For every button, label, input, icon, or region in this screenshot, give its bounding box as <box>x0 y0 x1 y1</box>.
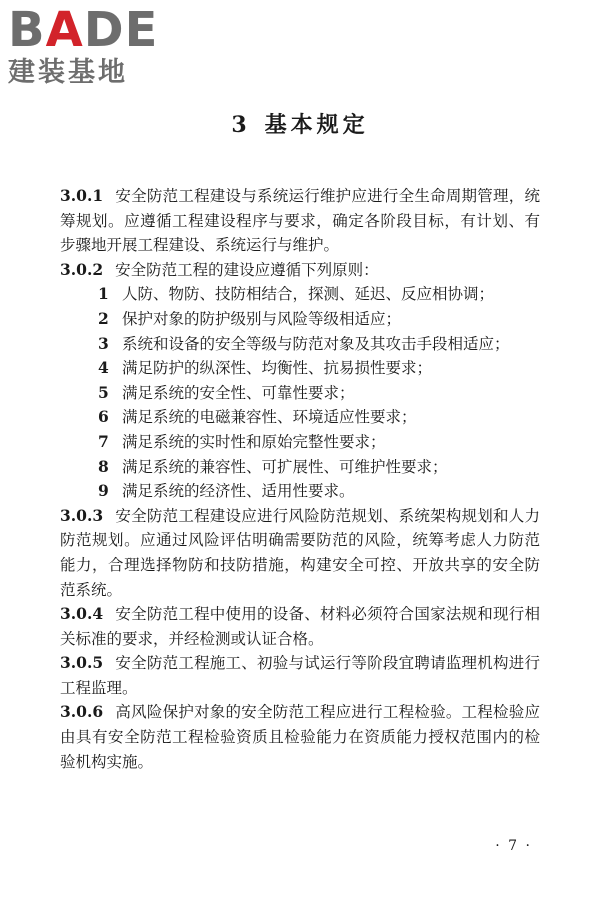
item-number: 3 <box>98 333 109 353</box>
principle-item <box>98 332 540 357</box>
clause-text: 安全防范工程建设应进行风险防范规划、系统架构规划和人力防范规划。应通过风险评估明确需要防范的风险，统筹考虑人力防范能力，合理选择物防和技防措施，构建安全可控、开放共享的安全防范系统。 <box>60 506 540 599</box>
item-text: 人防、物防、技防相结合，探测、延迟、反应相协调； <box>122 285 495 304</box>
clause-text: 安全防范工程的建设应遵循下列原则： <box>115 260 379 279</box>
clause-text: 安全防范工程中使用的设备、材料必须符合国家法规和现行相关标准的要求，并经检测或认证合格。 <box>60 605 540 648</box>
clause-text: 高风险保护对象的安全防范工程应进行工程检验。工程检验应由具有安全防范工程检验资质且检验能力在资质能力授权范围内的检验机构实施。 <box>60 703 540 771</box>
clause-text: 安全防范工程建设与系统运行维护应进行全生命周期管理，统筹规划。应遵循工程建设程序与要求，确定各阶段目标，有计划、有步骤地开展工程建设、系统运行与维护。 <box>60 187 540 255</box>
clause-number: 3.0.4 <box>60 604 104 624</box>
item-text: 系统和设备的安全等级与防范对象及其攻击手段相适应； <box>122 334 510 353</box>
item-number: 8 <box>98 456 109 476</box>
item-number: 7 <box>98 431 109 451</box>
clause-3-0-6 <box>60 700 540 774</box>
item-text: 满足系统的兼容性、可扩展性、可维护性要求； <box>122 457 448 476</box>
item-text: 满足防护的纵深性、均衡性、抗易损性要求； <box>122 359 433 378</box>
clause-number: 3.0.2 <box>60 259 104 279</box>
item-text: 满足系统的实时性和原始完整性要求； <box>122 432 386 451</box>
item-text: 满足系统的安全性、可靠性要求； <box>122 383 355 402</box>
item-text: 满足系统的电磁兼容性、环境适应性要求； <box>122 408 417 427</box>
item-number: 5 <box>98 382 109 402</box>
clause-number: 3.0.6 <box>60 702 104 722</box>
logo-subtitle: 建装基地 <box>8 57 128 88</box>
clause-3-0-1 <box>60 184 540 258</box>
principle-item <box>98 455 540 480</box>
chapter-title-text: 基本规定 <box>264 112 369 138</box>
item-number: 1 <box>98 284 109 304</box>
clause-number: 3.0.5 <box>60 653 104 673</box>
logo-wordmark: BADE <box>8 2 159 58</box>
principle-item <box>98 307 540 332</box>
clause-3-0-4 <box>60 602 540 651</box>
clause-3-0-5 <box>60 651 540 700</box>
item-text: 保护对象的防护级别与风险等级相适应； <box>122 309 402 328</box>
principle-item <box>98 479 540 504</box>
item-number: 2 <box>98 308 109 328</box>
item-text: 满足系统的经济性、适用性要求。 <box>122 482 355 501</box>
principle-item <box>98 381 540 406</box>
document-body <box>60 184 540 774</box>
principle-item <box>98 405 540 430</box>
principle-item <box>98 356 540 381</box>
clause-3-0-3 <box>60 504 540 602</box>
clause-text: 安全防范工程施工、初验与试运行等阶段宜聘请监理机构进行工程监理。 <box>60 654 540 697</box>
chapter-title <box>0 108 600 139</box>
logo <box>8 4 178 90</box>
clause-number: 3.0.1 <box>60 186 104 205</box>
chapter-number: 3 <box>231 112 251 138</box>
clause-3-0-2 <box>60 258 540 283</box>
principle-item <box>98 282 540 307</box>
page-number: · 7 · <box>495 838 532 854</box>
item-number: 9 <box>98 481 109 501</box>
principle-item <box>98 430 540 455</box>
item-number: 6 <box>98 407 109 427</box>
item-number: 4 <box>98 358 109 378</box>
clause-number: 3.0.3 <box>60 505 104 525</box>
